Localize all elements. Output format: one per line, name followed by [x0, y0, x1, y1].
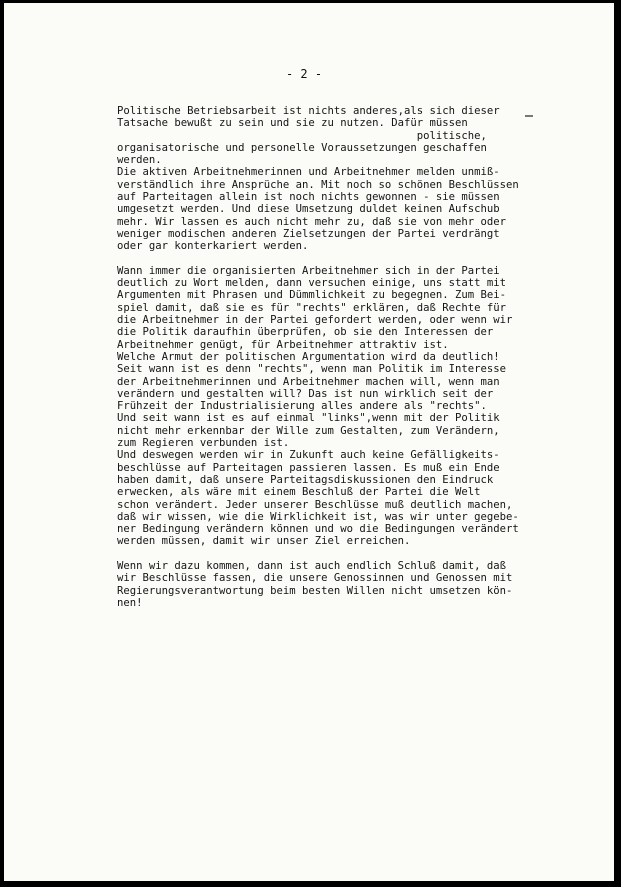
- text-line: Frühzeit der Industrialisierung alles andere als "rechts".: [117, 400, 487, 413]
- text-line: wir Beschlüsse fassen, die unsere Genossinnen und Genossen mit: [117, 572, 513, 585]
- text-line: Argumenten mit Phrasen und Dümmlichkeit zu begegnen. Zum Bei-: [117, 289, 507, 302]
- text-line: Seit wann ist es denn "rechts", wenn man Politik im Interesse: [117, 363, 507, 376]
- document-body: [117, 105, 519, 609]
- text-line: Die aktiven Arbeitnehmerinnen und Arbeitnehmer melden unmiß-: [117, 166, 500, 179]
- text-line: verändern und gestalten will? Das ist nun wirklich seit der: [117, 387, 494, 400]
- text-line: nicht mehr erkennbar der Wille zum Gestalten, zum Verändern,: [117, 424, 500, 437]
- paragraph: [117, 105, 519, 253]
- text-line: werden.: [117, 154, 162, 167]
- text-line: Und deswegen werden wir in Zukunft auch keine Gefälligkeits-: [117, 449, 500, 462]
- text-line: weniger modischen anderen Zielsetzungen der Partei verdrängt: [117, 227, 500, 240]
- text-line: beschlüsse auf Parteitagen passieren lassen. Es muß ein Ende: [117, 461, 500, 474]
- text-line: die Politik daraufhin überprüfen, ob sie den Interessen der: [117, 326, 494, 339]
- text-line: Wann immer die organisierten Arbeitnehmer sich in der Partei: [117, 264, 500, 277]
- paragraph: [117, 265, 519, 548]
- text-line: Und seit wann ist es auf einmal "links",wenn mit der Politik: [117, 412, 500, 425]
- text-line: auf Parteitagen allein ist noch nichts gewonnen - sie müssen: [117, 191, 500, 204]
- text-line: organisatorische und personelle Voraussetzungen geschaffen: [117, 141, 487, 154]
- text-line: Arbeitnehmer genügt, für Arbeitnehmer attraktiv ist.: [117, 338, 449, 351]
- text-line: werden müssen, damit wir unser Ziel erreichen.: [117, 535, 411, 548]
- text-line: Welche Armut der politischen Argumentation wird da deutlich!: [117, 350, 500, 363]
- text-line: Regierungsverantwortung beim besten Willen nicht umsetzen kön-: [117, 584, 513, 597]
- paragraph-gap: [117, 253, 519, 265]
- text-line: Tatsache bewußt zu sein und sie zu nutzen. Dafür müssen: [117, 117, 468, 130]
- text-line: ner Bedingung verändern können und wo die Bedingungen verändert: [117, 523, 519, 536]
- text-line: haben damit, daß unsere Parteitagsdiskussionen den Eindruck: [117, 473, 494, 486]
- text-line: daß wir wissen, wie die Wirklichkeit ist, was wir unter gegebe-: [117, 510, 519, 523]
- text-line: umgesetzt werden. Und diese Umsetzung duldet keinen Aufschub: [117, 203, 500, 216]
- paragraph-gap: [117, 548, 519, 560]
- text-line: verständlich ihre Ansprüche an. Mit noch so schönen Beschlüssen: [117, 178, 519, 191]
- text-line: erwecken, als wäre mit einem Beschluß der Partei die Welt: [117, 486, 481, 499]
- text-line: die Arbeitnehmer in der Partei gefordert werden, oder wenn wir: [117, 314, 513, 327]
- text-line: mehr. Wir lassen es auch nicht mehr zu, daß sie von mehr oder: [117, 215, 507, 228]
- text-line: nen!: [117, 596, 143, 609]
- text-line: schon verändert. Jeder unserer Beschlüsse muß deutlich machen,: [117, 498, 513, 511]
- text-line: oder gar konterkariert werden.: [117, 240, 309, 253]
- text-line: Wenn wir dazu kommen, dann ist auch endlich Schluß damit, daß: [117, 559, 507, 572]
- text-line: Politische Betriebsarbeit ist nichts anderes,als sich dieser: [117, 105, 500, 117]
- scan-mark: [525, 115, 533, 117]
- text-line: spiel damit, daß sie es für "rechts" erklären, daß Rechte für: [117, 301, 507, 314]
- text-line: zum Regieren verbunden ist.: [117, 437, 290, 450]
- paragraph: [117, 560, 519, 609]
- text-line: politische,: [117, 129, 487, 142]
- text-line: der Arbeitnehmerinnen und Arbeitnehmer machen will, wenn man: [117, 375, 500, 388]
- document-page: [4, 3, 614, 881]
- page-number: - 2 -: [285, 67, 323, 81]
- text-line: deutlich zu Wort melden, dann versuchen einige, uns statt mit: [117, 277, 507, 290]
